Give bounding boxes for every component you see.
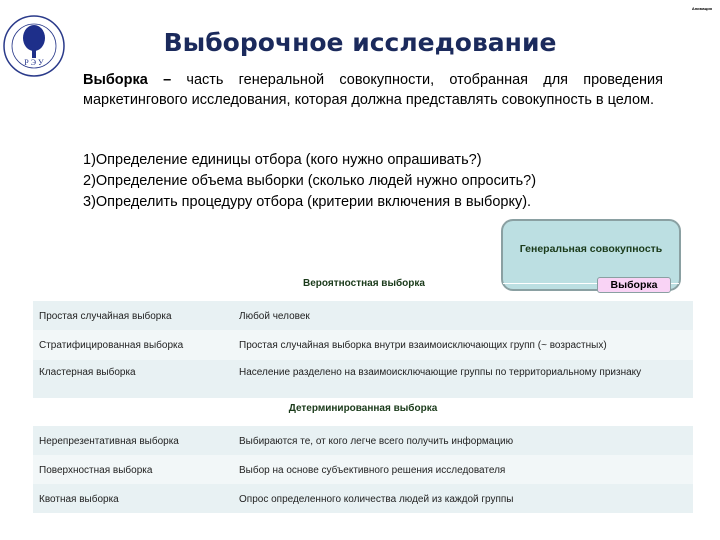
method-name: Простая случайная выборка <box>39 311 172 322</box>
method-desc: Опрос определенного количества людей из каждой группы <box>239 494 514 505</box>
probability-table <box>33 301 693 398</box>
svg-text:Р Э У: Р Э У <box>24 58 44 67</box>
method-desc: Простая случайная выборка внутри взаимоисключающих групп (~ возрастных) <box>239 340 607 351</box>
method-desc: Любой человек <box>239 311 310 322</box>
page-title: Выборочное исследование <box>163 28 557 57</box>
definition-paragraph <box>83 70 663 110</box>
step-item: 1)Определение единицы отбора (кого нужно опрашивать?) <box>83 152 482 168</box>
sample-label: Выборка <box>597 277 671 293</box>
table-row <box>33 330 693 360</box>
deterministic-heading: Детерминированная выборка <box>288 403 438 414</box>
deterministic-table <box>33 426 693 513</box>
table-row <box>33 426 693 455</box>
method-desc: Выбираются те, от кого легче всего получить информацию <box>239 436 514 447</box>
method-desc: Население разделено на взаимоисключающие группы по территориальному признаку <box>239 367 642 378</box>
method-name: Стратифицированная выборка <box>39 340 184 351</box>
corner-label: Анимация <box>691 6 712 11</box>
dash: – <box>147 72 187 88</box>
table-row <box>33 301 693 330</box>
method-name: Нерепрезентативная выборка <box>39 436 179 447</box>
method-name: Квотная выборка <box>39 494 119 505</box>
steps-list <box>83 150 536 213</box>
method-name: Кластерная выборка <box>39 367 136 378</box>
method-desc: Выбор на основе субъективного решения исследователя <box>239 465 506 476</box>
probability-heading: Вероятностная выборка <box>303 278 425 289</box>
step-item: 2)Определение объема выборки (сколько людей нужно опросить?) <box>83 173 537 189</box>
method-name: Поверхностная выборка <box>39 465 153 476</box>
population-label: Генеральная совокупность <box>519 243 663 255</box>
step-item: 3)Определить процедуру отбора (критерии включения в выборку). <box>83 194 532 210</box>
definition-text: часть генеральной совокупности, отобранная для проведения маркетингового исследования, которая должна представлять совокупность в целом. <box>83 72 663 108</box>
table-row <box>33 455 693 484</box>
term: Выборка <box>83 72 148 88</box>
table-row <box>33 360 693 398</box>
table-row <box>33 484 693 513</box>
